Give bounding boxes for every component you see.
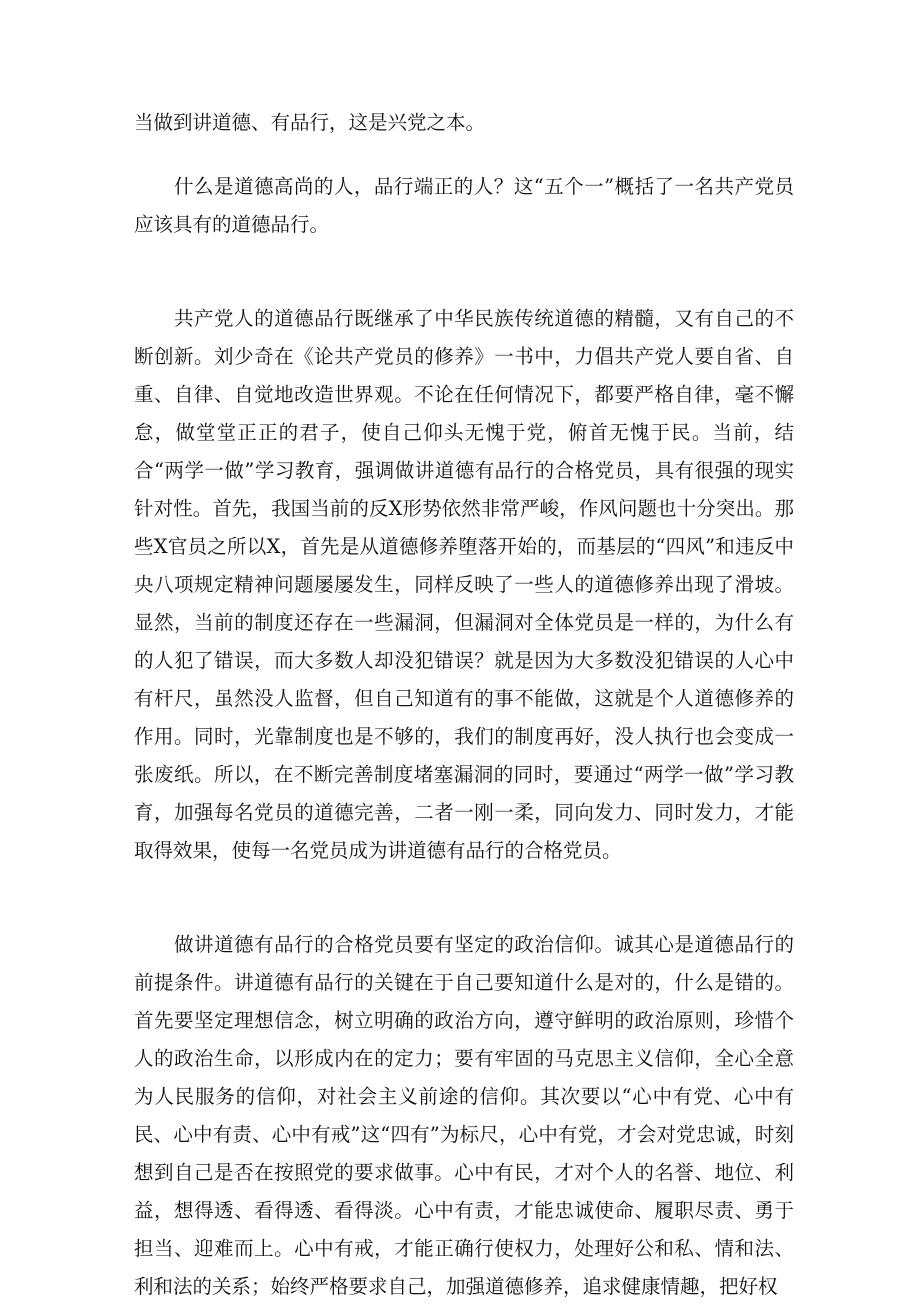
document-page: [134, 104, 794, 1306]
paragraph-five-ones: 什么是道德高尚的人，品行端正的人？这“五个一”概括了一名共产党员应该具有的道德品行。: [134, 175, 794, 236]
paragraph-continued: 当做到讲道德、有品行，这是兴党之本。: [134, 111, 486, 134]
paragraph-political-belief: 做讲道德有品行的合格党员要有坚定的政治信仰。诚其心是道德品行的前提条件。讲道德有品行的关键在于自己要知道什么是对的，什么是错的。首先要坚定理想信念，树立明确的政治方向，遵守鲜明的政治原则，珍惜个人的政治生命，以形成内在的定力；要有牢固的马克思主义信仰，全心全意为人民服务的信仰，对社会主义前途的信仰。其次要以“心中有党、心中有民、心中有责、心中有戒”这“四有”为标尺，心中有党，才会对党忠诚，时刻想到自己是否在按照党的要求做事。心中有民，才对个人的名誉、地位、利益，想得透、看得透、看得淡。心中有责，才能忠诚使命、履职尽责、勇于担当、迎难而上。心中有戒，才能正确行使权力，处理好公和私、情和法、利和法的关系；始终严格要求自己，加强道德修养，追求健康情趣，把好权: [134, 933, 794, 1298]
paragraph-moral-tradition: 共产党人的道德品行既继承了中华民族传统道德的精髓，又有自己的不断创新。刘少奇在《论共产党员的修养》一书中，力倡共产党人要自省、自重、自律、自觉地改造世界观。不论在任何情况下，都要严格自律，毫不懈怠，做堂堂正正的君子，使自己仰头无愧于党，俯首无愧于民。当前，结合“两学一做”学习教育，强调做讲道德有品行的合格党员，具有很强的现实针对性。首先，我国当前的反X形势依然非常严峻，作风问题也十分突出。那些X官员之所以X，首先是从道德修养堕落开始的，而基层的“四风”和违反中央八项规定精神问题屡屡发生，同样反映了一些人的道德修养出现了滑坡。显然，当前的制度还存在一些漏洞，但漏洞对全体党员是一样的，为什么有的人犯了错误，而大多数人却没犯错误？就是因为大多数没犯错误的人心中有杆尺，虽然没人监督，但自己知道有的事不能做，这就是个人道德修养的作用。同时，光靠制度也是不够的，我们的制度再好，没人执行也会变成一张废纸。所以，在不断完善制度堵塞漏洞的同时，要通过“两学一做”学习教育，加强每名党员的道德完善，二者一刚一柔，同向发力、同时发力，才能取得效果，使每一名党员成为讲道德有品行的合格党员。: [134, 307, 794, 862]
